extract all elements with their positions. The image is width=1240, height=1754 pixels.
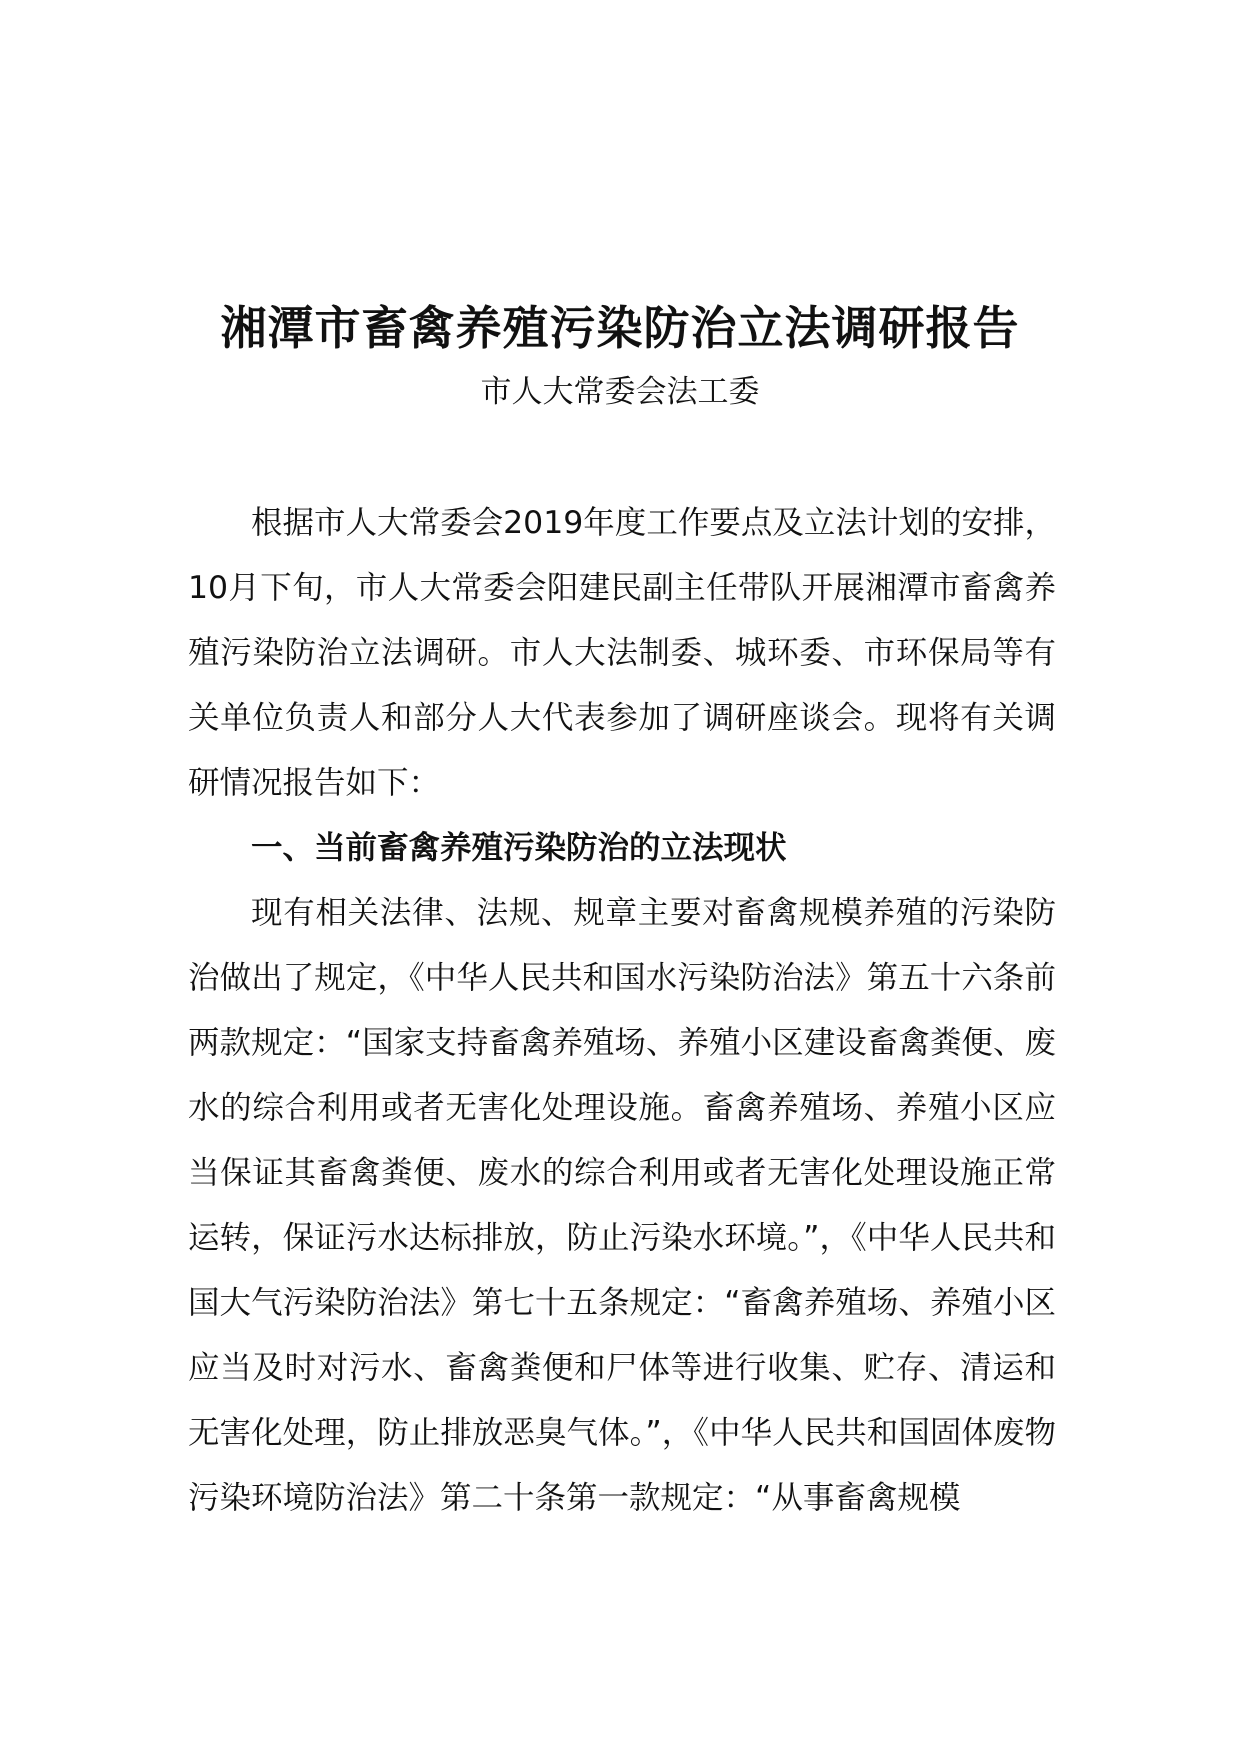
- section-paragraph: 现有相关法律、法规、规章主要对畜禽规模养殖的污染防治做出了规定，《中华人民共和国水污染防治法》第五十六条前两款规定：“国家支持畜禽养殖场、养殖小区建设畜禽粪便、废水的综合利用或者无害化处理设施。畜禽养殖场、养殖小区应当保证其畜禽粪便、废水的综合利用或者无害化处理设施正常运转，保证污水达标排放，防止污染水环境。”，《中华人民共和国大气污染防治法》第七十五条规定：“畜禽养殖场、养殖小区应当及时对污水、畜禽粪便和尸体等进行收集、贮存、清运和无害化处理，防止排放恶臭气体。”，《中华人民共和国固体废物污染环境防治法》第二十条第一款规定：“从事畜禽规模: [188, 895, 1056, 1516]
- document-title: 湘潭市畜禽养殖污染防治立法调研报告: [220, 301, 1020, 355]
- document-subtitle: 市人大常委会法工委: [480, 374, 760, 410]
- section-heading: 一、当前畜禽养殖污染防治的立法现状: [251, 830, 787, 866]
- intro-paragraph: 根据市人大常委会2019年度工作要点及立法计划的安排，10月下旬，市人大常委会阳建民副主任带队开展湘潭市畜禽养殖污染防治立法调研。市人大法制委、城环委、市环保局等有关单位负责人和部分人大代表参加了调研座谈会。现将有关调研情况报告如下：: [188, 505, 1056, 801]
- document-body: [188, 491, 1056, 1531]
